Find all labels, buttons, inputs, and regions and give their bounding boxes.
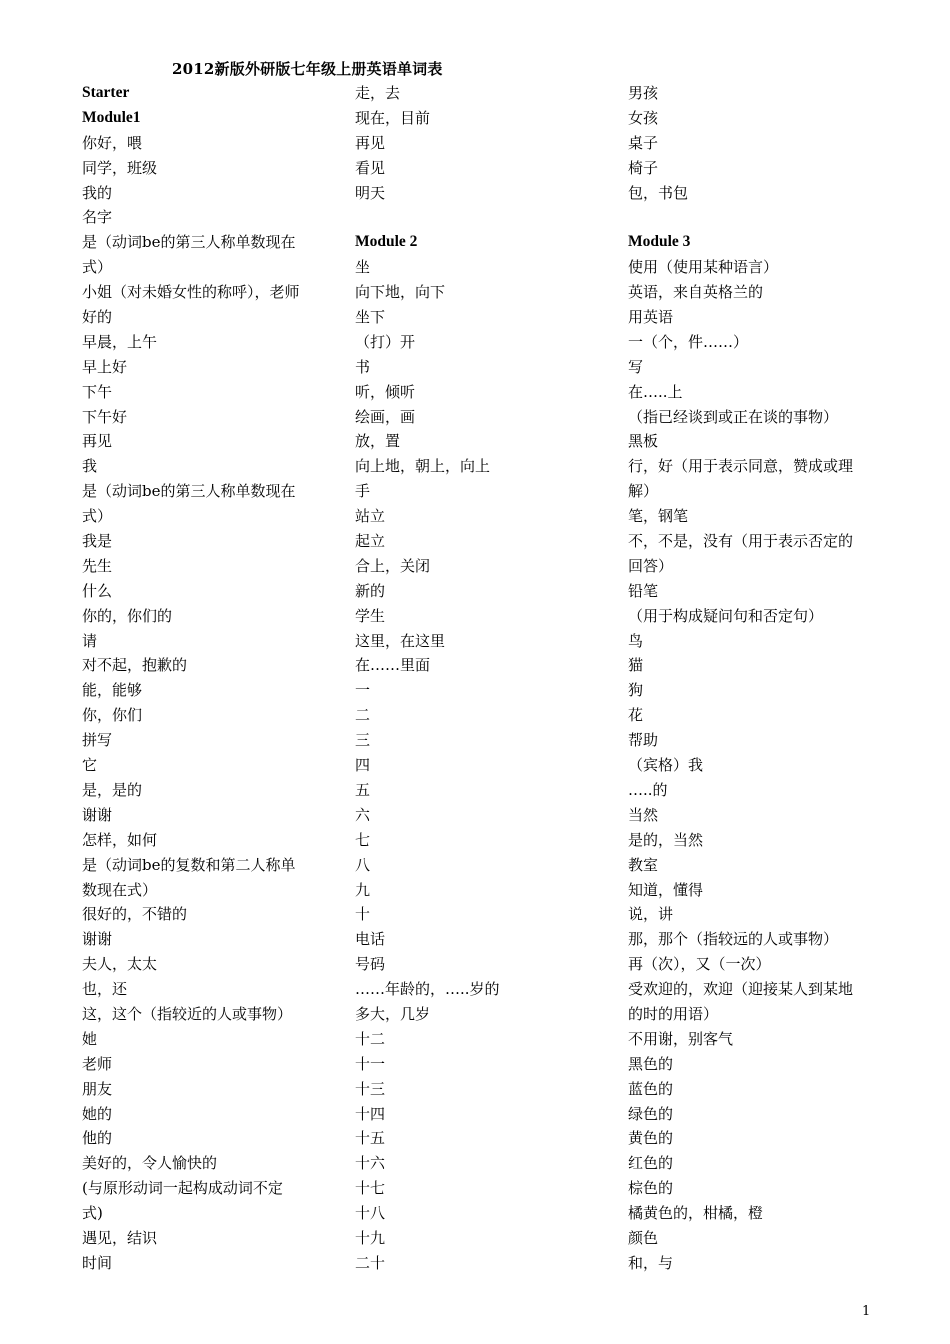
vocabulary-entry: 式） bbox=[82, 507, 113, 526]
vocabulary-entry: 五 bbox=[355, 780, 371, 799]
vocabulary-entry: 先生 bbox=[82, 556, 113, 575]
vocabulary-entry: 椅子 bbox=[628, 158, 659, 177]
vocabulary-entry: 红色的 bbox=[628, 1154, 674, 1173]
vocabulary-entry: 和，与 bbox=[628, 1253, 674, 1272]
vocabulary-entry: 二十 bbox=[355, 1253, 386, 1272]
vocabulary-entry: 你，你们 bbox=[82, 706, 143, 725]
vocabulary-entry: 我 bbox=[82, 457, 98, 476]
vocabulary-entry: 十六 bbox=[355, 1154, 386, 1173]
vocabulary-entry: (与原形动词一起构成动词不定 bbox=[82, 1179, 283, 1198]
vocabulary-entry: 怎样，如何 bbox=[82, 830, 158, 849]
vocabulary-entry: 明天 bbox=[355, 183, 386, 202]
vocabulary-entry: 式） bbox=[82, 258, 113, 277]
vocabulary-entry: 笔，钢笔 bbox=[628, 507, 689, 526]
vocabulary-entry: 当然 bbox=[628, 805, 659, 824]
vocabulary-entry: 你的，你们的 bbox=[82, 606, 173, 625]
vocabulary-entry: 十一 bbox=[355, 1054, 386, 1073]
vocabulary-entry: 它 bbox=[82, 756, 98, 775]
vocabulary-entry: 放，置 bbox=[355, 432, 401, 451]
vocabulary-entry: 狗 bbox=[628, 681, 644, 700]
vocabulary-entry: 数现在式） bbox=[82, 880, 158, 899]
section-heading: Module1 bbox=[82, 108, 141, 126]
vocabulary-entry: 同学，班级 bbox=[82, 158, 158, 177]
vocabulary-entry: 你好，喂 bbox=[82, 133, 143, 152]
vocabulary-entry: 六 bbox=[355, 805, 371, 824]
vocabulary-entry: 七 bbox=[355, 830, 371, 849]
vocabulary-entry: 那，那个（指较远的人或事物） bbox=[628, 930, 839, 949]
vocabulary-entry: 下午好 bbox=[82, 407, 128, 426]
vocabulary-entry: 一（个，件……） bbox=[628, 332, 749, 351]
vocabulary-entry: 这，这个（指较近的人或事物） bbox=[82, 1004, 293, 1023]
vocabulary-entry: 十九 bbox=[355, 1228, 386, 1247]
vocabulary-entry: 十七 bbox=[355, 1179, 386, 1198]
vocabulary-entry: 向上地，朝上，向上 bbox=[355, 457, 491, 476]
vocabulary-entry: 英语，来自英格兰的 bbox=[628, 283, 764, 302]
vocabulary-entry: 向下地，向下 bbox=[355, 283, 446, 302]
vocabulary-entry bbox=[628, 205, 878, 230]
vocabulary-entry: 多大，几岁 bbox=[355, 1004, 431, 1023]
vocabulary-entry: 十二 bbox=[355, 1029, 386, 1048]
vocabulary-entry: 十四 bbox=[355, 1104, 386, 1123]
vocabulary-entry: 下午 bbox=[82, 382, 113, 401]
vocabulary-entry: 号码 bbox=[355, 955, 386, 974]
vocabulary-entry: ……年龄的，…..岁的 bbox=[355, 980, 500, 999]
vocabulary-entry: 回答） bbox=[628, 556, 674, 575]
vocabulary-entry: 在…..上 bbox=[628, 382, 683, 401]
vocabulary-entry: 猫 bbox=[628, 656, 644, 675]
vocabulary-entry: 鸟 bbox=[628, 631, 644, 650]
vocabulary-entry: 早晨，上午 bbox=[82, 332, 158, 351]
vocabulary-entry: 一 bbox=[355, 681, 371, 700]
vocabulary-entry: 写 bbox=[628, 357, 644, 376]
vocabulary-entry: 对不起，抱歉的 bbox=[82, 656, 188, 675]
vocabulary-entry: 是（动词be的第三人称单数现在 bbox=[82, 233, 296, 252]
vocabulary-entry: 电话 bbox=[355, 930, 386, 949]
vocabulary-entry: 黄色的 bbox=[628, 1129, 674, 1148]
vocabulary-entry: 好的 bbox=[82, 308, 113, 327]
vocabulary-entry bbox=[355, 205, 605, 230]
vocabulary-entry: 十三 bbox=[355, 1079, 386, 1098]
vocabulary-entry: 知道，懂得 bbox=[628, 880, 704, 899]
vocabulary-entry: 我是 bbox=[82, 532, 113, 551]
vocabulary-entry: 他的 bbox=[82, 1129, 113, 1148]
vocabulary-entry: …..的 bbox=[628, 780, 668, 799]
vocabulary-entry: 包，书包 bbox=[628, 183, 689, 202]
section-heading: Starter bbox=[82, 84, 130, 101]
vocabulary-entry: 帮助 bbox=[628, 731, 659, 750]
vocabulary-entry: 教室 bbox=[628, 855, 659, 874]
vocabulary-entry: 棕色的 bbox=[628, 1179, 674, 1198]
vocabulary-entry: 使用（使用某种语言） bbox=[628, 258, 779, 277]
page-number: 1 bbox=[862, 1304, 871, 1319]
vocabulary-column-1 bbox=[82, 81, 332, 1276]
vocabulary-entry: 黑板 bbox=[628, 432, 659, 451]
vocabulary-entry: 这里，在这里 bbox=[355, 631, 446, 650]
vocabulary-entry: 老师 bbox=[82, 1054, 113, 1073]
vocabulary-column-2 bbox=[355, 81, 605, 1276]
vocabulary-entry: 橘黄色的，柑橘，橙 bbox=[628, 1204, 764, 1223]
vocabulary-entry: 绘画，画 bbox=[355, 407, 416, 426]
vocabulary-entry: 手 bbox=[355, 482, 371, 501]
vocabulary-entry: 她 bbox=[82, 1029, 98, 1048]
vocabulary-entry: 小姐（对未婚女性的称呼），老师 bbox=[82, 283, 300, 302]
vocabulary-entry: 听，倾听 bbox=[355, 382, 416, 401]
vocabulary-entry: 新的 bbox=[355, 581, 386, 600]
vocabulary-entry: 很好的，不错的 bbox=[82, 905, 188, 924]
vocabulary-entry: 谢谢 bbox=[82, 930, 113, 949]
vocabulary-entry: 再见 bbox=[82, 432, 113, 451]
document-title: 2012新版外研版七年级上册英语单词表 bbox=[172, 60, 443, 78]
vocabulary-entry: 十 bbox=[355, 905, 371, 924]
vocabulary-entry: 颜色 bbox=[628, 1228, 659, 1247]
vocabulary-entry: 坐 bbox=[355, 258, 371, 277]
vocabulary-entry: 是，是的 bbox=[82, 780, 143, 799]
vocabulary-entry: 是（动词be的第三人称单数现在 bbox=[82, 482, 296, 501]
vocabulary-entry: 三 bbox=[355, 731, 371, 750]
vocabulary-entry: 看见 bbox=[355, 158, 386, 177]
vocabulary-entry: 美好的，令人愉快的 bbox=[82, 1154, 218, 1173]
vocabulary-entry: 绿色的 bbox=[628, 1104, 674, 1123]
vocabulary-entry: 书 bbox=[355, 357, 371, 376]
vocabulary-entry: 走，去 bbox=[355, 84, 401, 102]
vocabulary-entry: 行，好（用于表示同意，赞成或理 bbox=[628, 457, 854, 476]
vocabulary-entry: 遇见，结识 bbox=[82, 1228, 158, 1247]
vocabulary-entry: 什么 bbox=[82, 581, 113, 600]
vocabulary-entry: 二 bbox=[355, 706, 371, 725]
vocabulary-entry: 说，讲 bbox=[628, 905, 674, 924]
vocabulary-entry: 时间 bbox=[82, 1253, 113, 1272]
vocabulary-entry: 拼写 bbox=[82, 731, 113, 750]
vocabulary-entry: 她的 bbox=[82, 1104, 113, 1123]
vocabulary-entry: 用英语 bbox=[628, 308, 674, 327]
vocabulary-entry: 夫人，太太 bbox=[82, 955, 158, 974]
section-heading: Module 3 bbox=[628, 233, 691, 251]
vocabulary-entry: （用于构成疑问句和否定句） bbox=[628, 606, 824, 625]
vocabulary-entry: 朋友 bbox=[82, 1079, 113, 1098]
vocabulary-entry: 九 bbox=[355, 880, 371, 899]
vocabulary-entry: 不用谢，别客气 bbox=[628, 1029, 734, 1048]
vocabulary-entry: 起立 bbox=[355, 532, 386, 551]
vocabulary-entry: 解） bbox=[628, 482, 659, 501]
vocabulary-entry: 名字 bbox=[82, 208, 113, 227]
vocabulary-entry: 桌子 bbox=[628, 133, 659, 152]
vocabulary-entry: 能，能够 bbox=[82, 681, 143, 700]
vocabulary-entry: 受欢迎的，欢迎（迎接某人到某地 bbox=[628, 980, 854, 999]
vocabulary-entry: 八 bbox=[355, 855, 371, 874]
vocabulary-entry: 四 bbox=[355, 756, 371, 775]
vocabulary-entry: 我的 bbox=[82, 183, 113, 202]
vocabulary-entry: （宾格）我 bbox=[628, 756, 704, 775]
vocabulary-entry: 女孩 bbox=[628, 108, 659, 127]
vocabulary-entry: 学生 bbox=[355, 606, 386, 625]
vocabulary-entry: 花 bbox=[628, 706, 644, 725]
vocabulary-entry: （指已经谈到或正在谈的事物） bbox=[628, 407, 839, 426]
vocabulary-entry: 十八 bbox=[355, 1204, 386, 1223]
vocabulary-entry: 站立 bbox=[355, 507, 386, 526]
vocabulary-entry: 的时的用语） bbox=[628, 1004, 719, 1023]
vocabulary-entry: 再（次），又（一次） bbox=[628, 955, 771, 974]
vocabulary-entry: 现在，目前 bbox=[355, 108, 431, 127]
vocabulary-entry: 再见 bbox=[355, 133, 386, 152]
vocabulary-entry: 式) bbox=[82, 1204, 103, 1223]
vocabulary-entry: 黑色的 bbox=[628, 1054, 674, 1073]
vocabulary-entry: 也，还 bbox=[82, 980, 128, 999]
vocabulary-entry: 早上好 bbox=[82, 357, 128, 376]
vocabulary-entry: 蓝色的 bbox=[628, 1079, 674, 1098]
vocabulary-entry: （打）开 bbox=[355, 332, 416, 351]
vocabulary-entry: 在……里面 bbox=[355, 656, 431, 675]
vocabulary-entry: 合上，关闭 bbox=[355, 556, 431, 575]
vocabulary-entry: 谢谢 bbox=[82, 805, 113, 824]
vocabulary-column-3 bbox=[628, 81, 878, 1276]
vocabulary-entry: 不，不是，没有（用于表示否定的 bbox=[628, 532, 854, 551]
vocabulary-entry: 十五 bbox=[355, 1129, 386, 1148]
section-heading: Module 2 bbox=[355, 233, 418, 251]
vocabulary-entry: 坐下 bbox=[355, 308, 386, 327]
vocabulary-entry: 请 bbox=[82, 631, 98, 650]
vocabulary-entry: 男孩 bbox=[628, 84, 659, 102]
vocabulary-entry: 是（动词be的复数和第二人称单 bbox=[82, 855, 296, 874]
vocabulary-entry: 是的，当然 bbox=[628, 830, 704, 849]
vocabulary-entry: 铅笔 bbox=[628, 581, 659, 600]
